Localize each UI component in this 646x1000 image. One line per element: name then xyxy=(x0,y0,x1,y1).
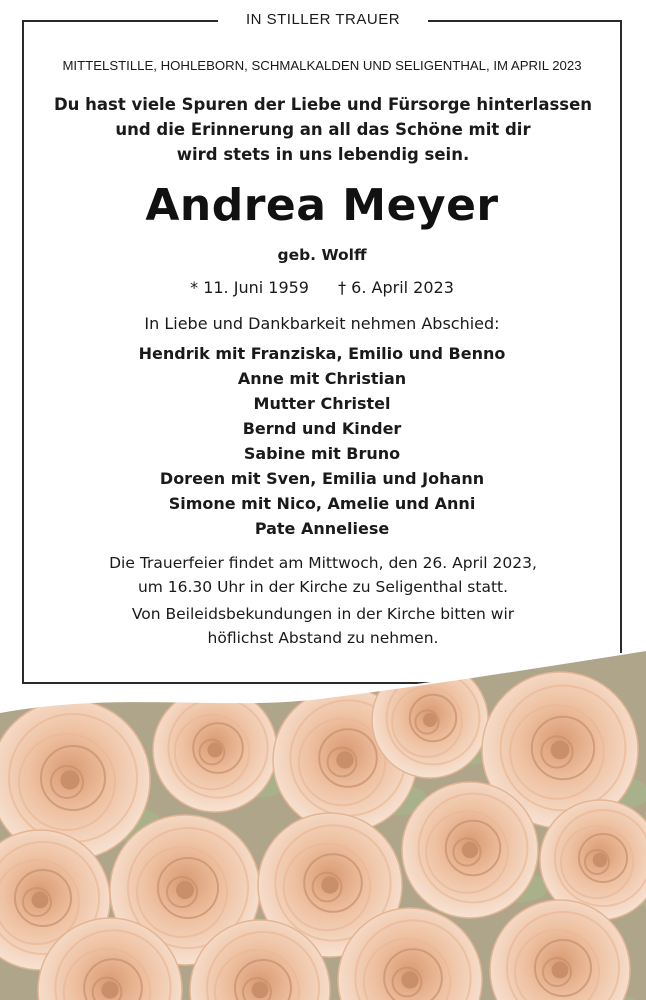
funeral-line: Von Beileidsbekundungen in der Kirche bitten wir xyxy=(131,605,515,623)
poem xyxy=(40,92,606,167)
place-date-line: MITTELSTILLE, HOHLEBORN, SCHMALKALDEN UND SELIGENTHAL, IM APRIL 2023 xyxy=(62,58,582,73)
death-date: † 6. April 2023 xyxy=(338,278,454,297)
roses-image xyxy=(0,640,646,1000)
farewell-intro: In Liebe und Dankbarkeit nehmen Abschied: xyxy=(144,314,500,333)
mourner-line: Mutter Christel xyxy=(253,394,391,413)
birth-name: geb. Wolff xyxy=(277,246,367,264)
frame-top-left-rule xyxy=(22,20,218,22)
deceased-name: Andrea Meyer xyxy=(145,180,499,231)
mourner-line: Anne mit Christian xyxy=(237,369,407,388)
mourner-line: Simone mit Nico, Amelie und Anni xyxy=(168,494,476,513)
funeral-line: Die Trauerfeier findet am Mittwoch, den 26. April 2023, xyxy=(109,554,537,572)
funeral-line: höflichst Abstand zu nehmen. xyxy=(207,628,439,647)
poem-line: Du hast viele Spuren der Liebe und Fürsorge hinterlassen xyxy=(53,95,593,114)
mourners-list xyxy=(22,341,622,541)
mourner-line: Doreen mit Sven, Emilia und Johann xyxy=(159,469,485,488)
funeral-info xyxy=(40,552,606,650)
poem-line: und die Erinnerung an all das Schöne mit dir xyxy=(115,120,531,139)
poem-line: wird stets in uns lebendig sein. xyxy=(176,145,470,164)
frame-top-right-rule xyxy=(428,20,622,22)
mourner-line: Pate Anneliese xyxy=(254,519,390,538)
birth-date: * 11. Juni 1959 xyxy=(190,278,309,297)
mourner-line: Bernd und Kinder xyxy=(242,419,402,438)
mourner-line: Sabine mit Bruno xyxy=(243,444,401,463)
header-label: IN STILLER TRAUER xyxy=(245,11,401,28)
mourner-line: Hendrik mit Franziska, Emilio und Benno xyxy=(138,344,506,363)
life-dates xyxy=(22,278,622,297)
funeral-line: um 16.30 Uhr in der Kirche zu Seligenthal statt. xyxy=(137,577,509,596)
